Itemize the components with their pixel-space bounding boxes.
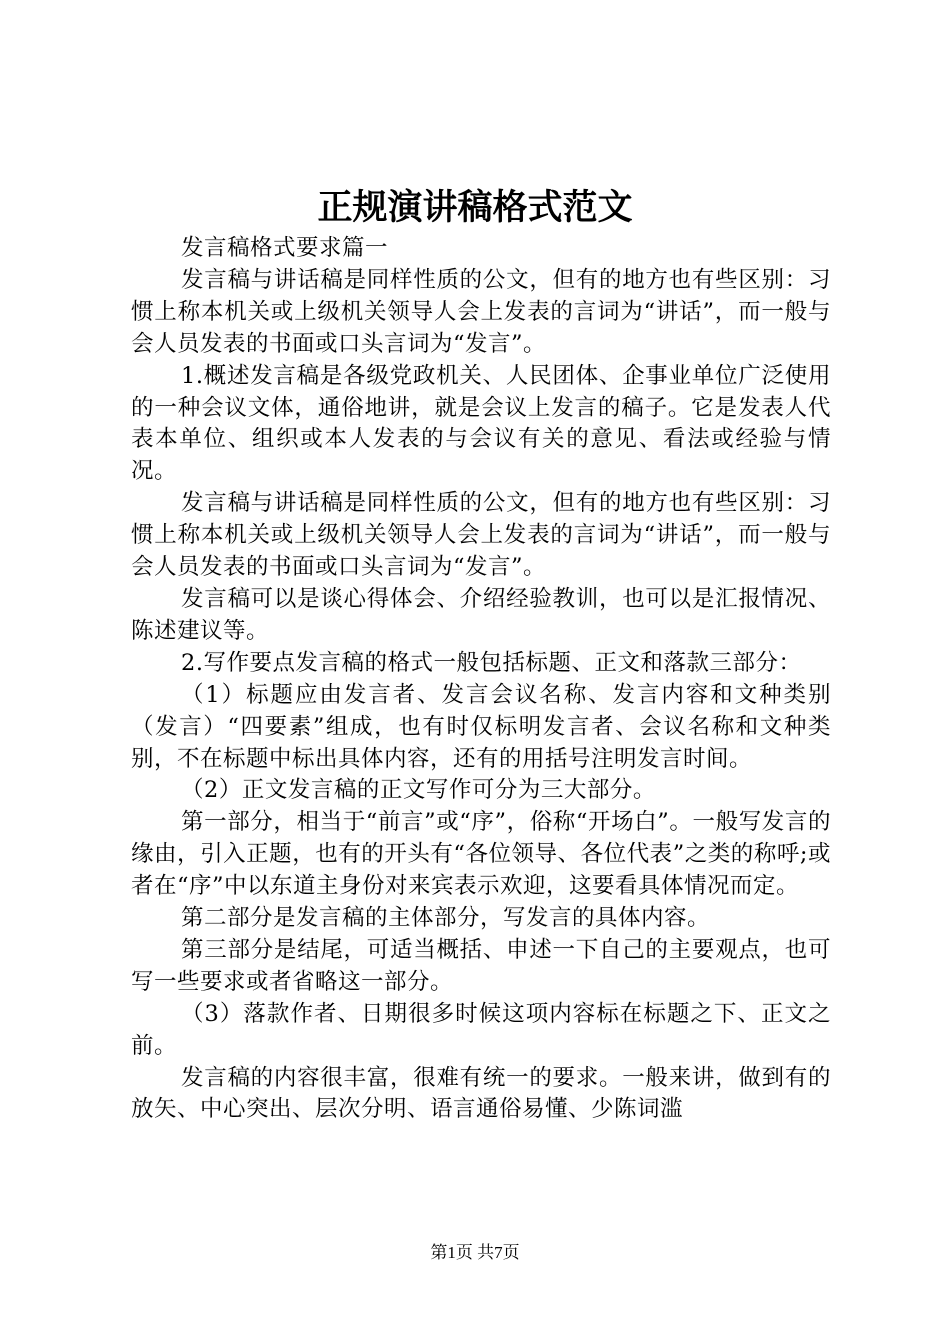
document-body (131, 233, 831, 1126)
paragraph: 发言稿格式要求篇一 (181, 235, 389, 261)
paragraph: 发言稿与讲话稿是同样性质的公文，但有的地方也有些区别：习惯上称本机关或上级机关领导人会上发表的言词为“讲话”，而一般与会人员发表的书面或口头言词为“发言”。 (131, 266, 831, 357)
paragraph: 发言稿的内容很丰富，很难有统一的要求。一般来讲，做到有的放矢、中心突出、层次分明、语言通俗易懂、少陈词滥 (131, 1064, 831, 1123)
paragraph: 第三部分是结尾，可适当概括、申述一下自己的主要观点，也可写一些要求或者省略这一部分。 (131, 936, 831, 995)
paragraph: （3）落款作者、日期很多时候这项内容标在标题之下、正文之前。 (131, 1000, 831, 1059)
page-number-footer: 第1页 共7页 (430, 1243, 520, 1262)
paragraph: 发言稿可以是谈心得体会、介绍经验教训，也可以是汇报情况、陈述建议等。 (131, 585, 831, 644)
paragraph: （1）标题应由发言者、发言会议名称、发言内容和文种类别（发言）“四要素”组成，也有时仅标明发言者、会议名称和文种类别，不在标题中标出具体内容，还有的用括号注明发言时间。 (131, 681, 831, 772)
paragraph: 1.概述发言稿是各级党政机关、人民团体、企事业单位广泛使用的一种会议文体，通俗地讲，就是会议上发言的稿子。它是发表人代表本单位、组织或本人发表的与会议有关的意见、看法或经验与情况。 (131, 362, 831, 485)
paragraph: 第一部分，相当于“前言”或“序”，俗称“开场白”。一般写发言的缘由，引入正题，也有的开头有“各位领导、各位代表”之类的称呼;或者在“序”中以东道主身份对来宾表示欢迎，这要看具体情况而定。 (131, 809, 831, 900)
paragraph: 2.写作要点发言稿的格式一般包括标题、正文和落款三部分： (181, 649, 802, 676)
paragraph: （2）正文发言稿的正文写作可分为三大部分。 (181, 777, 656, 804)
document-title: 正规演讲稿格式范文 (317, 187, 633, 228)
paragraph: 第二部分是发言稿的主体部分，写发言的具体内容。 (181, 905, 711, 932)
paragraph: 发言稿与讲话稿是同样性质的公文，但有的地方也有些区别：习惯上称本机关或上级机关领导人会上发表的言词为“讲话”，而一般与会人员发表的书面或口头言词为“发言”。 (131, 490, 831, 581)
